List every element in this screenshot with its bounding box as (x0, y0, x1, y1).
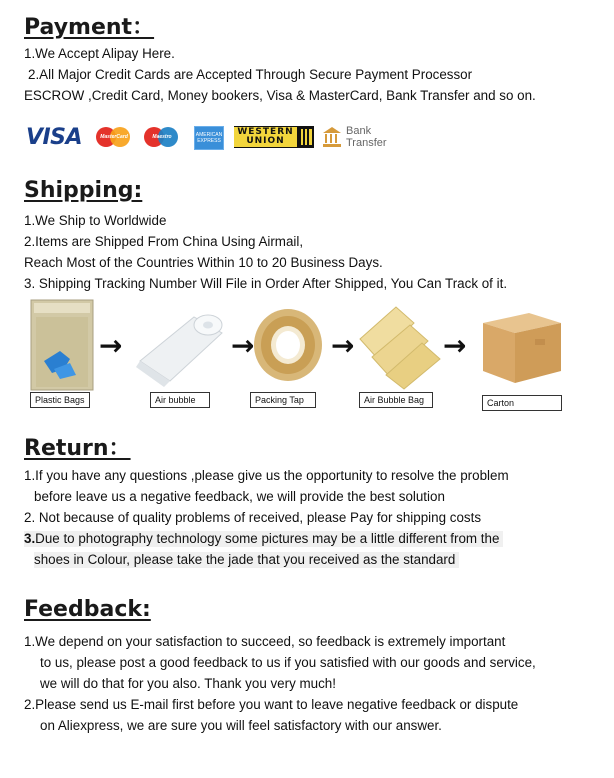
western-union-line-2: UNION (246, 136, 285, 146)
feedback-line-3: we will do that for you also. Thank you very much! (40, 676, 336, 691)
return-line-3: 2. Not because of quality problems of received, please Pay for shipping costs (24, 510, 482, 525)
bank-transfer-logo (322, 120, 412, 154)
carton-label: Carton (482, 395, 562, 411)
bubble-wrap-icon (134, 299, 226, 391)
shipping-line-1: 1.We Ship to Worldwide (24, 213, 167, 228)
return-line-4 (24, 531, 503, 547)
return-item3-number: 3. (24, 531, 36, 546)
shipping-line-3: Reach Most of the Countries Within 10 to 20 Business Days. (24, 255, 383, 270)
arrow-1-icon: → (99, 329, 123, 362)
amex-logo-text: AMERICAN EXPRESS (195, 132, 223, 144)
shipping-line-2: 2.Items are Shipped From China Using Airmail, (24, 234, 304, 249)
mastercard-logo (94, 120, 134, 154)
feedback-line-4: 2.Please send us E-mail first before you want to leave negative feedback or dispute (24, 697, 519, 712)
mastercard-logo-text: MasterCard (100, 134, 128, 140)
arrow-4-icon: → (443, 329, 467, 362)
packing-tap-label: Packing Tap (250, 392, 316, 408)
return-line-2: before leave us a negative feedback, we will provide the best solution (34, 489, 445, 504)
payment-line-1: 1.We Accept Alipay Here. (24, 46, 175, 61)
western-union-line-1: WESTERN (237, 127, 294, 137)
plastic-bags-label: Plastic Bags (30, 392, 90, 408)
payment-heading: Payment： (24, 15, 155, 40)
air-bubble-label: Air bubble (150, 392, 210, 408)
payment-line-2: 2.All Major Credit Cards are Accepted Through Secure Payment Processor (28, 67, 473, 82)
return-heading: Return： (24, 436, 131, 461)
carton-box-icon (475, 299, 567, 391)
return-item3-text: Due to photography technology some pictures may be a little different from the (35, 531, 500, 546)
shipping-line-4: 3. Shipping Tracking Number Will File in Order After Shipped, You Can Track of it. (24, 276, 508, 291)
western-union-logo (234, 126, 314, 148)
arrow-3-icon: → (331, 329, 355, 362)
payment-line-3: ESCROW ,Credit Card, Money bookers, Visa & MasterCard, Bank Transfer and so on. (24, 88, 536, 103)
shipping-heading: Shipping: (24, 178, 143, 203)
arrow-2-icon: → (231, 329, 255, 362)
bank-logo-line-1: Bank (346, 125, 372, 137)
feedback-line-1: 1.We depend on your satisfaction to succeed, so feedback is extremely important (24, 634, 506, 649)
return-line-5: shoes in Colour, please take the jade that you received as the standard (34, 552, 459, 568)
tape-roll-icon (250, 299, 328, 391)
feedback-heading: Feedback: (24, 597, 151, 622)
air-bubble-bag-label: Air Bubble Bag (359, 392, 433, 408)
feedback-line-5: on Aliexpress, we are sure you will feel satisfactory with our answer. (40, 718, 442, 733)
maestro-logo (142, 120, 182, 154)
return-line-1: 1.If you have any questions ,please give us the opportunity to resolve the problem (24, 468, 509, 483)
western-union-logo-text (234, 127, 296, 147)
bank-logo-line-2: Transfer (346, 137, 387, 149)
bubble-envelope-icon (356, 299, 442, 391)
visa-logo: VISA (25, 124, 83, 150)
bank-icon (322, 126, 342, 148)
maestro-logo-text: Maestro (152, 134, 172, 140)
plastic-bag-icon (30, 299, 94, 391)
amex-logo (194, 126, 224, 150)
feedback-line-2: to us, please post a good feedback to us if you satisfied with our goods and service, (40, 655, 536, 670)
